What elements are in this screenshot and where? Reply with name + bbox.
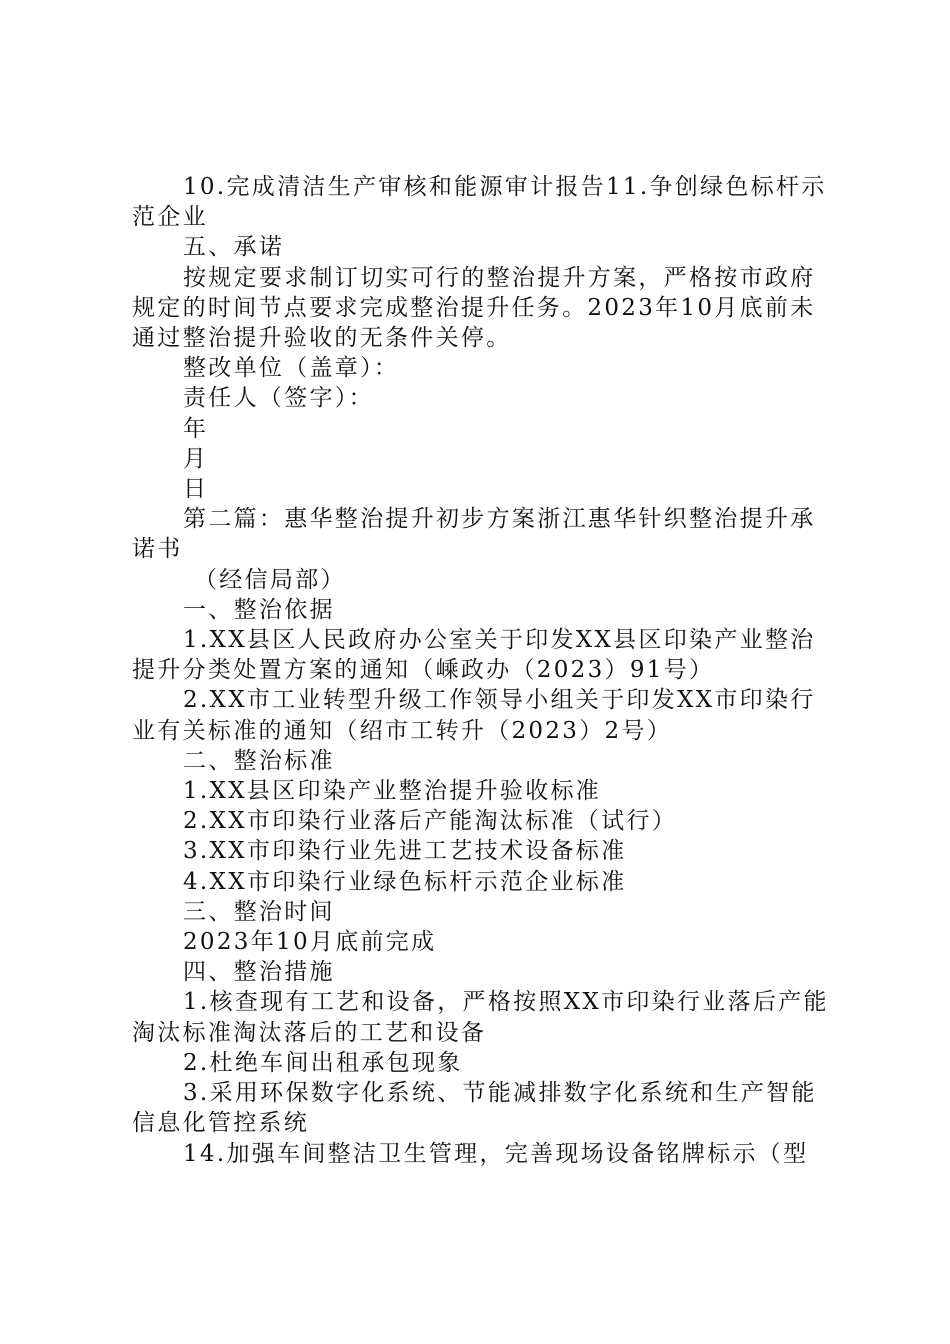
section-heading-commitment: 五、承诺 — [183, 234, 285, 261]
signature-unit-label: 整改单位（盖章）： — [183, 355, 400, 382]
section-heading-measures: 四、整治措施 — [183, 959, 335, 986]
measure-item-2: 2.杜绝车间出租承包现象 — [183, 1049, 463, 1076]
date-day-label: 日 — [183, 476, 209, 503]
date-month-label: 月 — [183, 445, 209, 472]
standard-item-1: 1.XX县区印染产业整治提升验收标准 — [183, 778, 602, 805]
standard-item-2: 2.XX市印染行业落后产能淘汰标准（试行） — [183, 808, 677, 835]
basis-item-1: 1.XX县区人民政府办公室关于印发XX县区印染产业整治提升分类处置方案的通知（嵊政办（2023）91号） — [132, 627, 816, 684]
paragraph-1: 10.完成清洁生产审核和能源审计报告11.争创绿色标杆示范企业 — [132, 174, 827, 231]
standard-item-3: 3.XX市印染行业先进工艺技术设备标准 — [183, 838, 627, 865]
measure-item-3: 3.采用环保数字化系统、节能减排数字化系统和生产智能信息化管控系统 — [132, 1080, 817, 1137]
basis-item-2: 2.XX市工业转型升级工作领导小组关于印发XX市印染行业有关标准的通知（绍市工转升（2023）2号） — [132, 687, 816, 744]
date-year-label: 年 — [183, 415, 209, 442]
measure-item-4: 14.加强车间整洁卫生管理，完善现场设备铭牌标示（型 — [183, 1140, 809, 1167]
document-body — [132, 172, 832, 1169]
section-heading-basis: 一、整治依据 — [183, 596, 335, 623]
time-deadline: 2023年10月底前完成 — [183, 929, 437, 956]
signature-person-label: 责任人（签字）： — [183, 385, 374, 412]
chapter-title: 第二篇：惠华整治提升初步方案浙江惠华针织整治提升承诺书 — [132, 506, 816, 563]
section-heading-standards: 二、整治标准 — [183, 747, 335, 774]
standard-item-4: 4.XX市印染行业绿色标杆示范企业标准 — [183, 868, 627, 895]
measure-item-1: 1.核查现有工艺和设备，严格按照XX市印染行业落后产能淘汰标准淘汰落后的工艺和设备 — [132, 989, 829, 1046]
paragraph-commitment: 按规定要求制订切实可行的整治提升方案，严格按市政府规定的时间节点要求完成整治提升任务。2023年10月底前未通过整治提升验收的无条件关停。 — [132, 264, 816, 352]
chapter-subtitle: （经信局部） — [194, 566, 346, 593]
section-heading-time: 三、整治时间 — [183, 898, 335, 925]
